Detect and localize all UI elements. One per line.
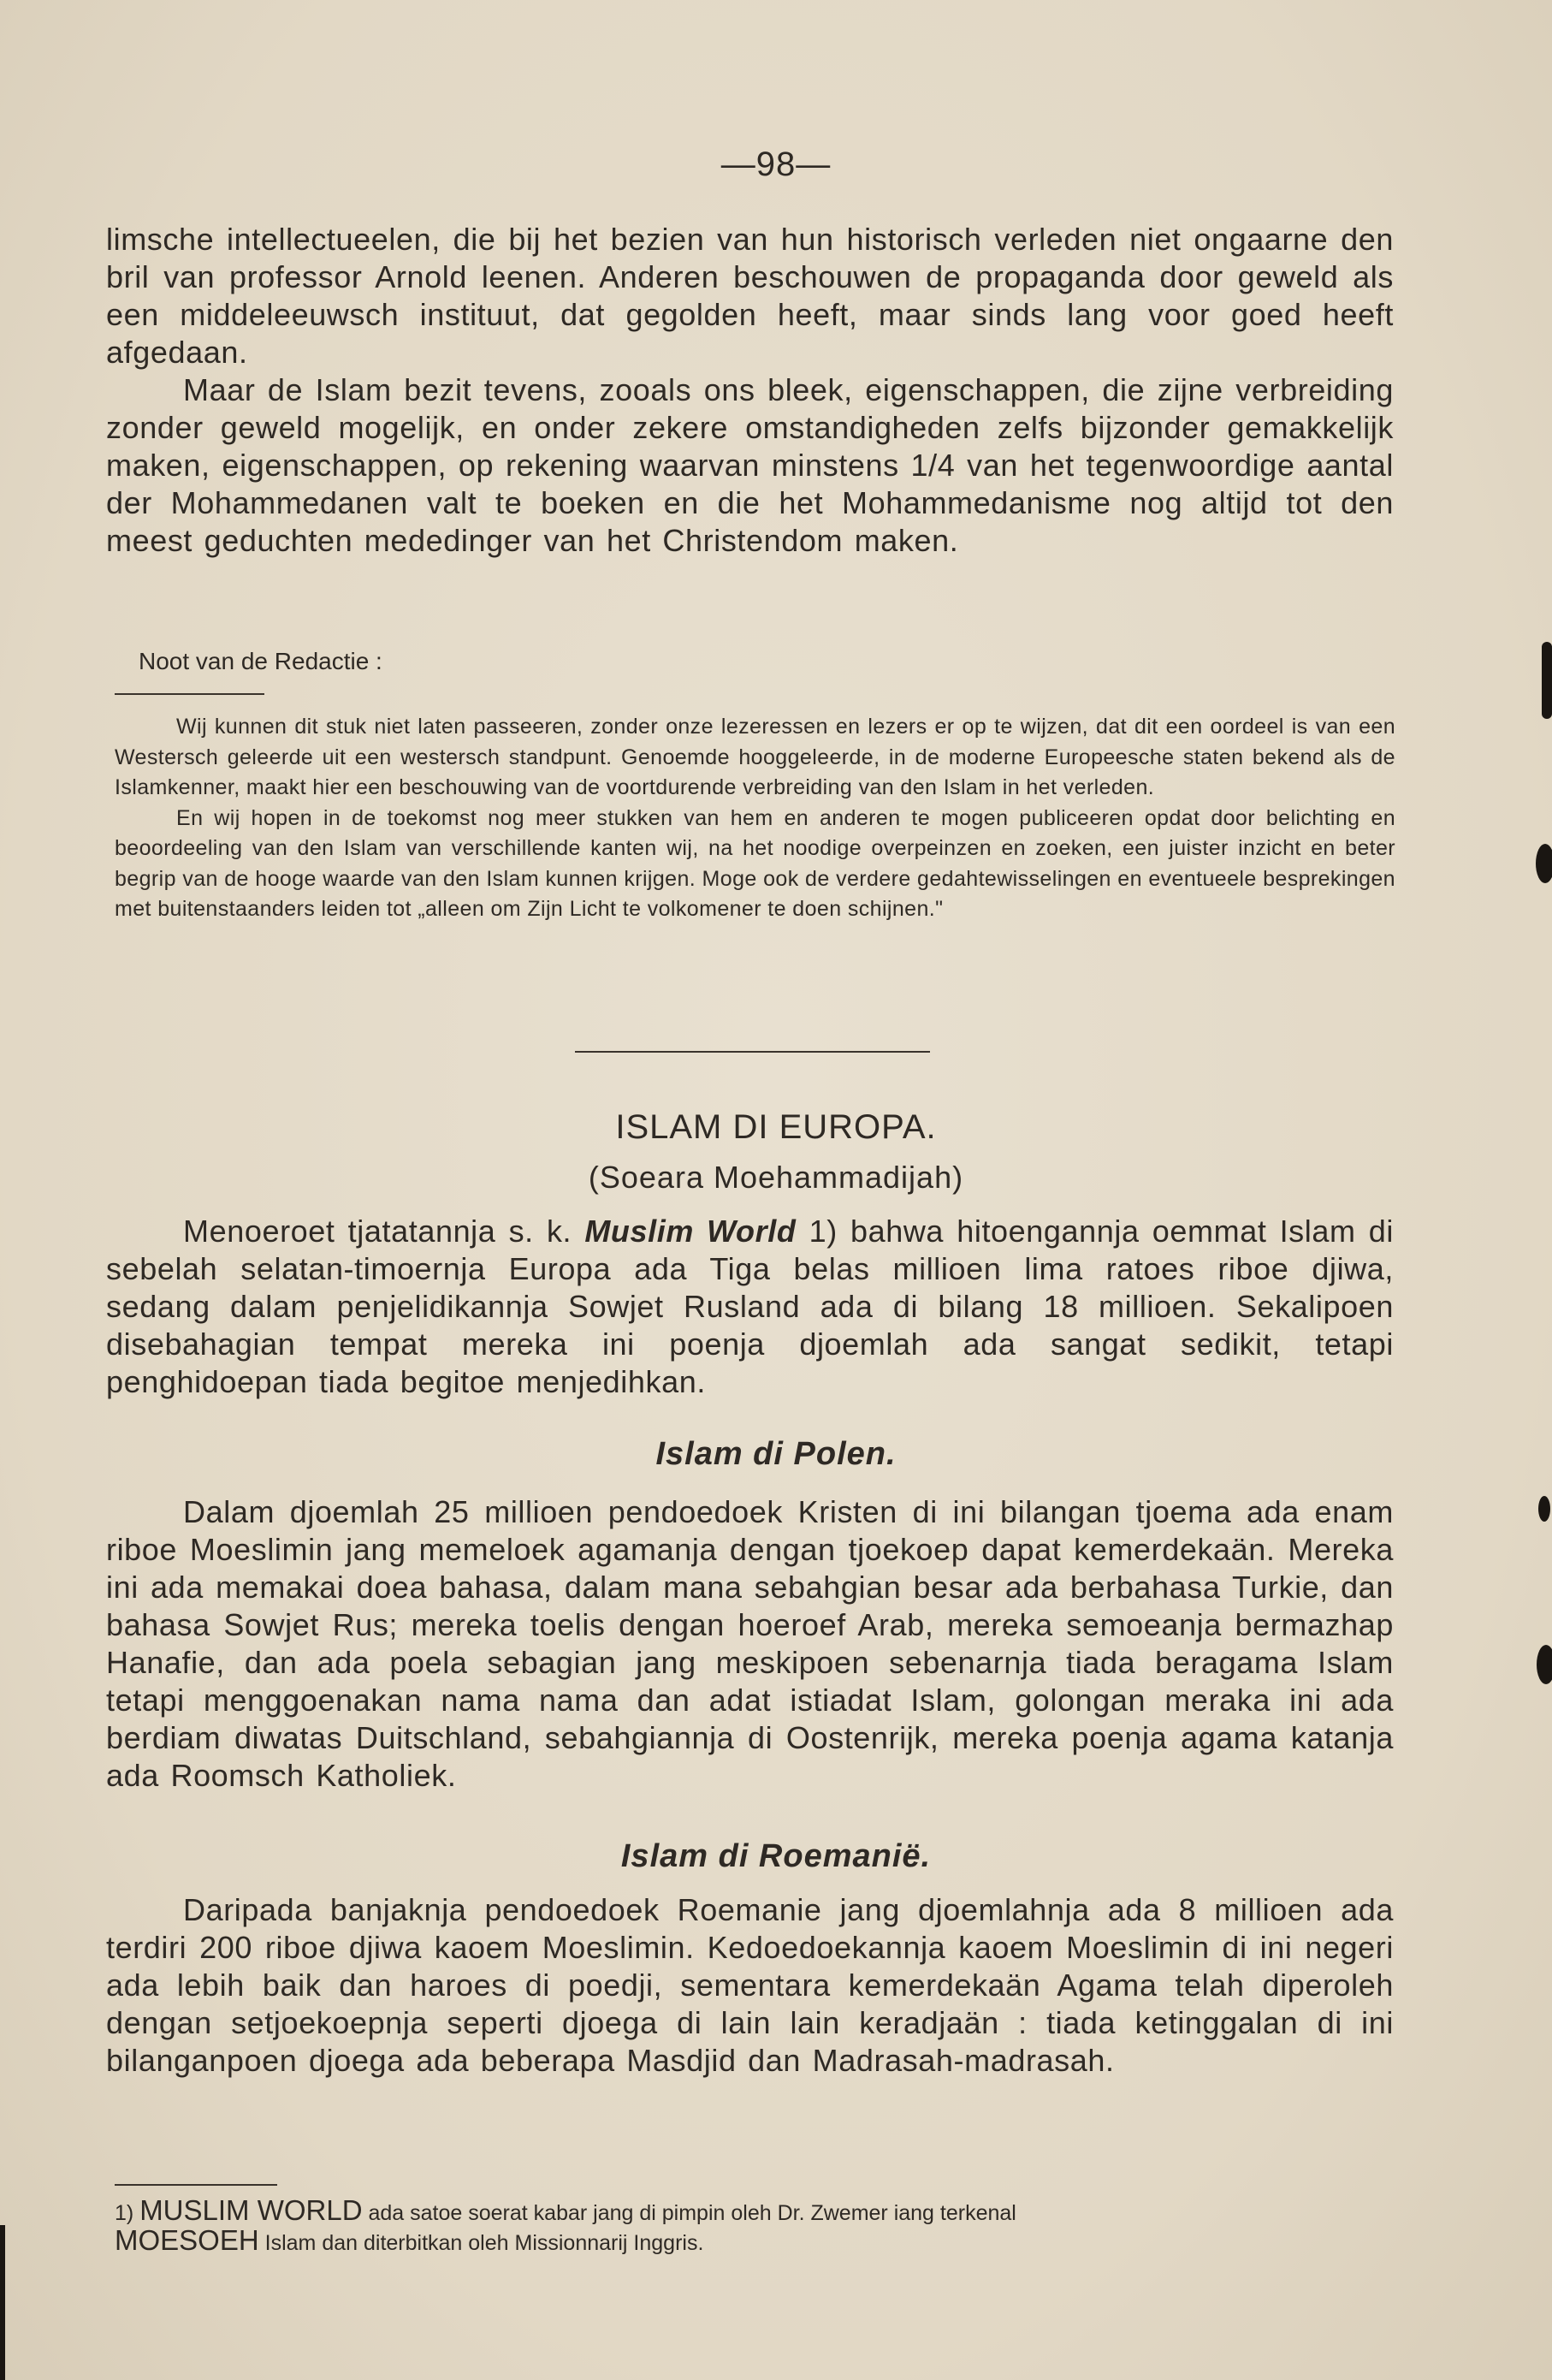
essay-body bbox=[106, 221, 1394, 560]
section-polen-title: Islam di Polen. bbox=[655, 1436, 897, 1472]
section-roemanie bbox=[106, 1891, 1394, 2080]
binding-hole-mark bbox=[1537, 1645, 1552, 1684]
section-roemanie-text: Daripada banjaknja pendoedoek Roemanie jang djoemlahnja ada 8 millioen ada terdiri 200 riboe djiwa kaoem Moeslimin. Kedoedoekannja kaoem Moeslimin di ini negeri ada lebih baik dan haroes di poedji, sementara kemerdekaän Agama telah diperoleh dengan setjoekoepnja seperti djoega di lain lain keradjaän : tiada ketinggalan di ini bilanganpoen djoega ada beberapa Masdjid dan Madrasah-madrasah. bbox=[106, 1892, 1394, 2078]
footnote bbox=[115, 2194, 1395, 2257]
note-heading: Noot van de Redactie : bbox=[139, 648, 382, 674]
footnote-divider bbox=[115, 2184, 277, 2186]
note-paragraph-2: En wij hopen in de toekomst nog meer stukken van hem en anderen te mogen publiceeren opdat door belichting en beoordeeling van den Islam van verschillende kanten wij, na het noodige overpeinzen en zoeken, een juister inzicht en beter begrip van de hooge waarde van den Islam kunnen krijgen. Moge ook de verdere gedahtewisselingen en eventueele besprekingen met buitenstaanders leiden tot „alleen om Zijn Licht te volkomener te doen schijnen." bbox=[115, 805, 1395, 921]
footnote-text-2: Islam dan diterbitkan oleh Missionnarij Inggris. bbox=[264, 2231, 704, 2255]
intro-before: Menoeroet tjatatannja s. k. bbox=[183, 1214, 572, 1249]
page-edge-mark bbox=[0, 2225, 5, 2380]
intro-after: 1) bahwa hitoengannja oemmat Islam di sebelah selatan-timoernja Europa ada Tiga belas millioen lima ratoes riboe djiwa, sedang dalam penjelidikannja Sowjet Rusland ada di bilang 18 millioen. Sekalipoen disebahagian tempat mereka ini poenja djoemlah ada sangat sedikit, tetapi penghidoepan tiada begitoe menjedihkan. bbox=[106, 1214, 1394, 1399]
article-intro bbox=[106, 1213, 1394, 1401]
note-paragraph-1: Wij kunnen dit stuk niet laten passeeren, zonder onze lezeressen en lezers er op te wijzen, dat dit een oordeel is van een Westersch geleerde uit een westersch standpunt. Genoemde hooggeleerde, in de moderne Europeesche staten bekend als de Islamkenner, maakt hier een beschouwing van de voortdurende verbreiding van den Islam in het verleden. bbox=[115, 715, 1395, 799]
footnote-lead-2: MOESOEH bbox=[115, 2224, 259, 2256]
muslim-world-reference: Muslim World bbox=[584, 1214, 797, 1249]
section-divider bbox=[575, 1051, 930, 1053]
footnote-lead: MUSLIM WORLD bbox=[139, 2194, 363, 2226]
article-subtitle: (Soeara Moehammadijah) bbox=[588, 1160, 964, 1195]
section-polen-text: Dalam djoemlah 25 millioen pendoedoek Kristen di ini bilangan tjoema ada enam riboe Moeslimin jang memeloek agamanja dengan tjoekoep dapat kemerdekaän. Mereka ini ada memakai doea bahasa, dalam mana sebahgian besar ada berbahasa Turkie, dan bahasa Sowjet Rus; mereka toelis dengan hoeroef Arab, mereka semoeanja bermazhap Hanafie, dan ada poela sebagian jang meskipoen sebenarnja tiada beragama Islam tetapi menggoenakan nama nama dan adat istiadat Islam, golongan meraka ini ada berdiam diwatas Duitschland, sebahgiannja di Oostenrijk, mereka poenja agama katanja ada Roomsch Katholiek. bbox=[106, 1494, 1394, 1793]
footnote-text: ada satoe soerat kabar jang di pimpin oleh Dr. Zwemer iang terkenal bbox=[368, 2201, 1016, 2225]
page-number: —98— bbox=[720, 145, 832, 183]
binding-hole-mark bbox=[1536, 844, 1552, 883]
edge-stain-mark bbox=[1542, 642, 1552, 719]
footnote-line-2 bbox=[115, 2224, 1395, 2257]
essay-paragraph-1: limsche intellectueelen, die bij het bezien van hun historisch verleden niet ongaarne den bril van professor Arnold leenen. Anderen beschouwen de propaganda door geweld als een middeleeuwsch instituut, dat gegolden heeft, maar sinds lang voor goed heeft afgedaan. bbox=[106, 222, 1394, 370]
section-polen bbox=[106, 1493, 1394, 1795]
essay-paragraph-2: Maar de Islam bezit tevens, zooals ons bleek, eigenschappen, die zijne verbreiding zonder geweld mogelijk, en onder zekere omstandigheden zelfs bijzonder gemakkelijk maken, eigenschappen, op rekening waarvan minstens 1/4 van het tegenwoordige aantal der Mohammedanen valt te boeken en die het Mohammedanisme nog altijd tot den meest geduchten mededinger van het Christendom maken. bbox=[106, 372, 1394, 558]
article-title: ISLAM DI EUROPA. bbox=[615, 1108, 937, 1146]
section-roemanie-title: Islam di Roemanië. bbox=[620, 1838, 932, 1874]
note-divider bbox=[115, 693, 264, 695]
binding-hole-mark bbox=[1538, 1496, 1550, 1522]
editorial-note bbox=[115, 712, 1395, 925]
footnote-line-1 bbox=[115, 2194, 1395, 2227]
intro-paragraph bbox=[106, 1213, 1394, 1401]
footnote-marker: 1) bbox=[115, 2201, 134, 2225]
